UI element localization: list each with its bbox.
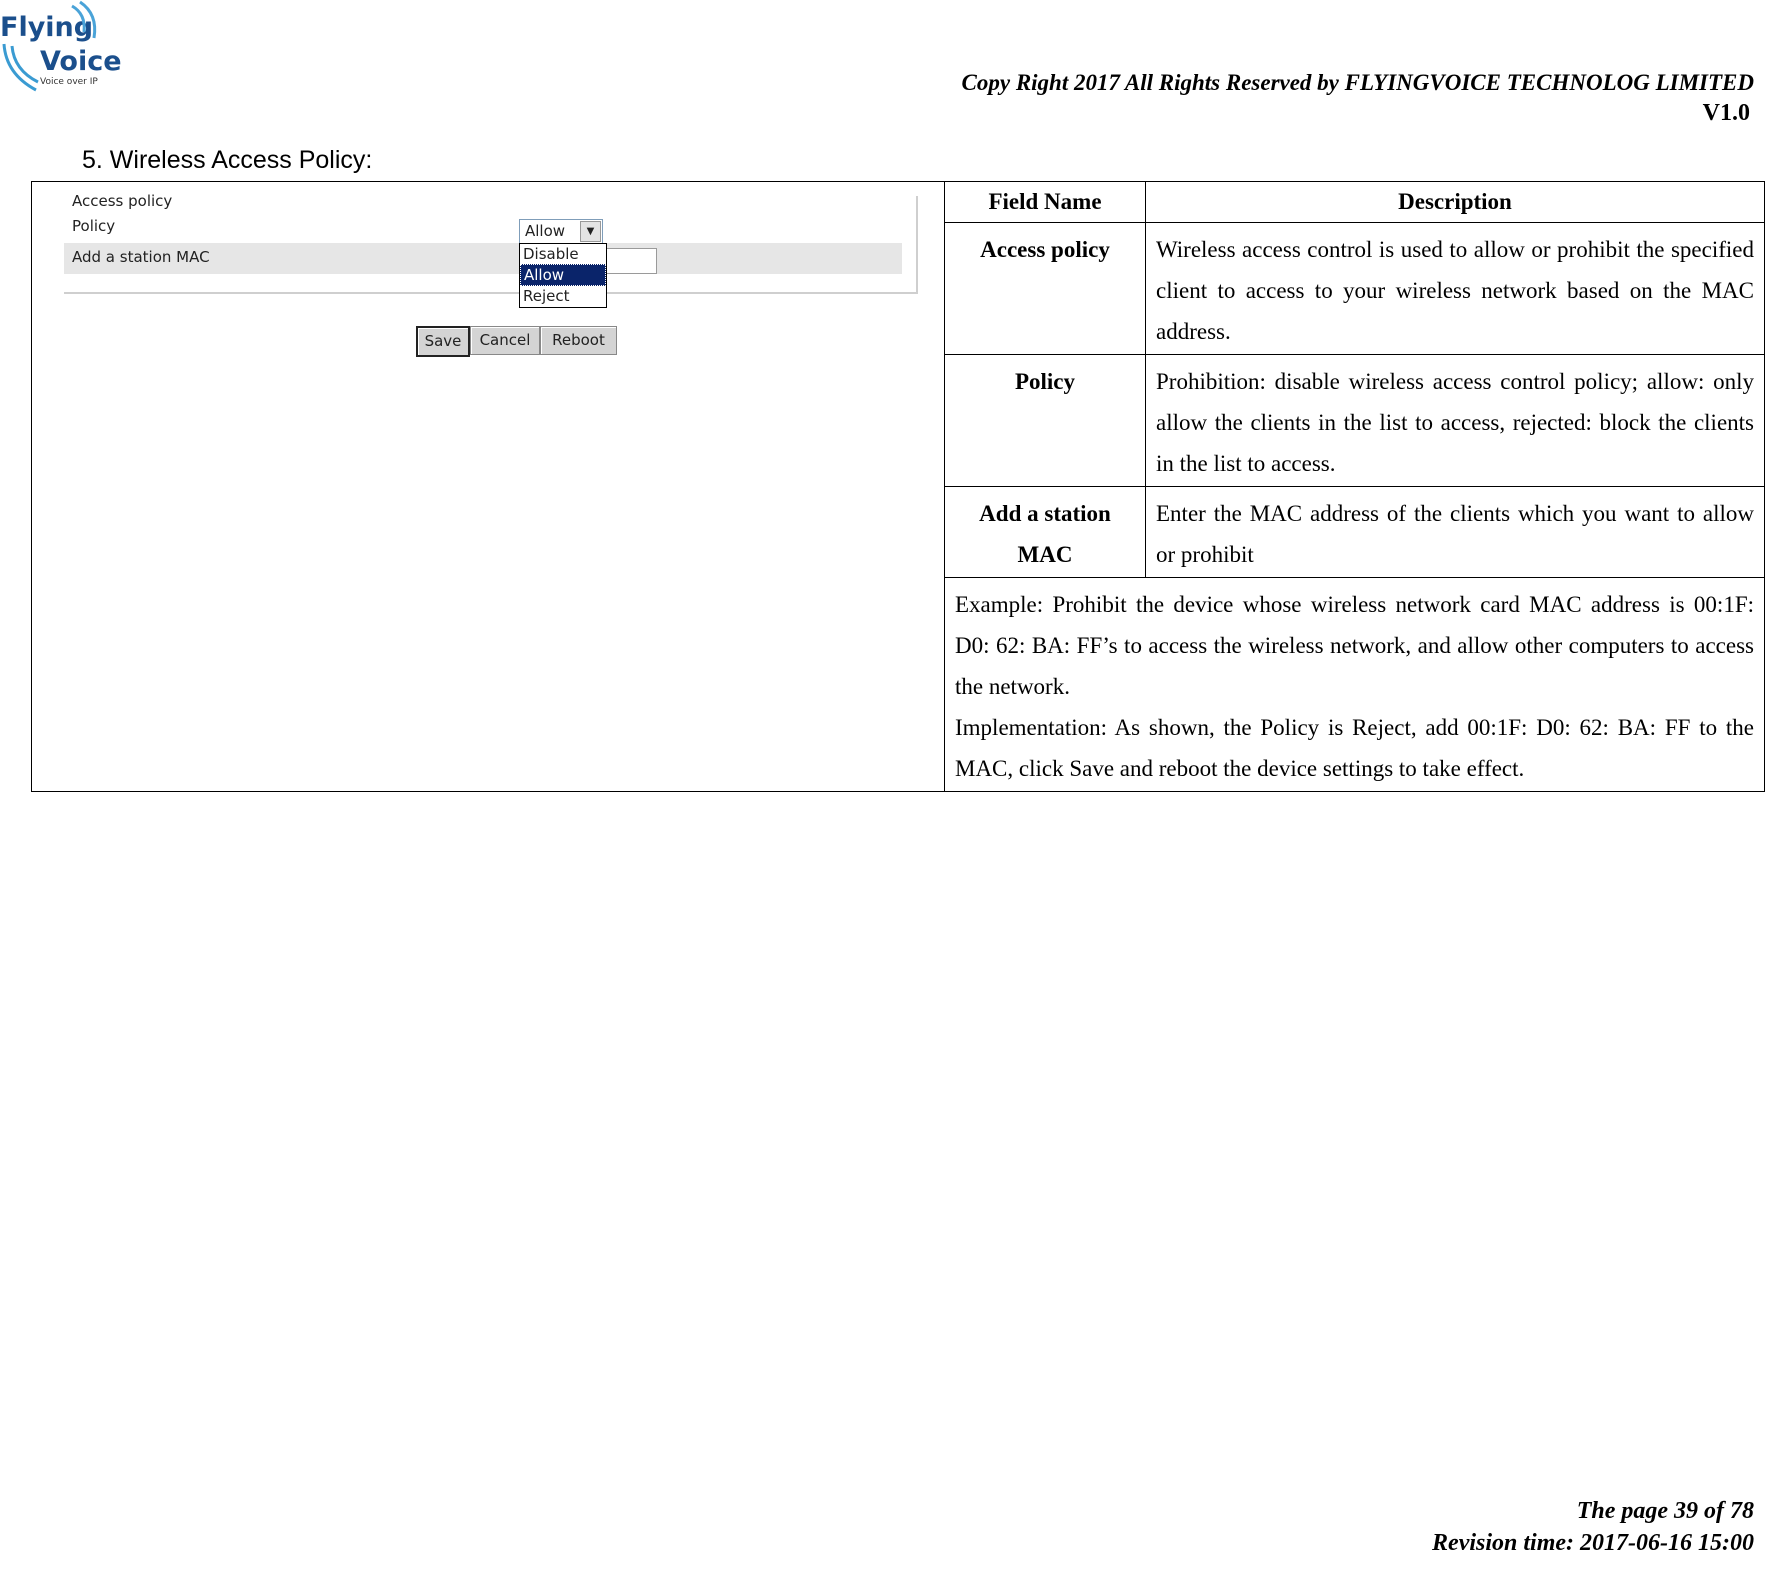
policy-select[interactable]	[519, 219, 603, 244]
header-field-name: Field Name	[945, 182, 1146, 223]
copyright-header: Copy Right 2017 All Rights Reserved by FLYINGVOICE TECHNOLOG LIMITED	[961, 70, 1754, 95]
option-allow[interactable]: Allow	[520, 264, 606, 286]
policy-select-value: Allow	[525, 222, 566, 240]
header-description: Description	[1146, 182, 1765, 223]
mac-label: Add a station MAC	[72, 248, 210, 266]
policy-dropdown-list	[519, 243, 607, 308]
logo-text-flying: Flying	[0, 12, 94, 43]
logo-tagline: Voice over IP	[40, 77, 98, 87]
revision-time: Revision time: 2017-06-16 15:00	[1432, 1530, 1754, 1556]
logo-text-voice: Voice	[40, 46, 122, 77]
field-add-station-mac: Add a station MAC	[945, 487, 1146, 578]
access-policy-heading: Access policy	[72, 192, 173, 210]
chevron-down-icon[interactable]: ▼	[580, 221, 601, 242]
access-policy-screenshot	[64, 192, 920, 350]
desc-access-policy: Wireless access control is used to allow or prohibit the specified client to access to your wireless network based on the MAC address.	[1146, 223, 1765, 355]
flyingvoice-logo	[0, 0, 122, 98]
policy-label: Policy	[72, 217, 116, 235]
desc-add-station-mac: Enter the MAC address of the clients which you want to allow or prohibit	[1146, 487, 1765, 578]
option-reject[interactable]: Reject	[523, 287, 570, 305]
example-text: Example: Prohibit the device whose wireless network card MAC address is 00:1F: D0: 62: BA: FF’s to access the wireless network, and allow other computers to access the network.	[955, 592, 1754, 699]
reboot-button[interactable]: Reboot	[540, 326, 617, 355]
version-label: V1.0	[1702, 100, 1750, 126]
desc-policy: Prohibition: disable wireless access control policy; allow: only allow the clients in the list to access, rejected: block the clients in the list to access.	[1146, 355, 1765, 487]
field-policy: Policy	[945, 355, 1146, 487]
save-button[interactable]: Save	[416, 326, 470, 357]
section-title: 5. Wireless Access Policy:	[82, 146, 373, 174]
page-number: The page 39 of 78	[1576, 1498, 1754, 1524]
option-disable[interactable]: Disable	[523, 245, 579, 263]
implementation-text: Implementation: As shown, the Policy is Reject, add 00:1F: D0: 62: BA: FF to the MAC, click Save and reboot the device settings to take effect.	[955, 715, 1754, 781]
field-access-policy: Access policy	[945, 223, 1146, 355]
screenshot-cell	[32, 182, 945, 792]
example-note	[945, 578, 1765, 792]
field-description-table	[31, 181, 1765, 792]
cancel-button[interactable]: Cancel	[470, 326, 540, 355]
